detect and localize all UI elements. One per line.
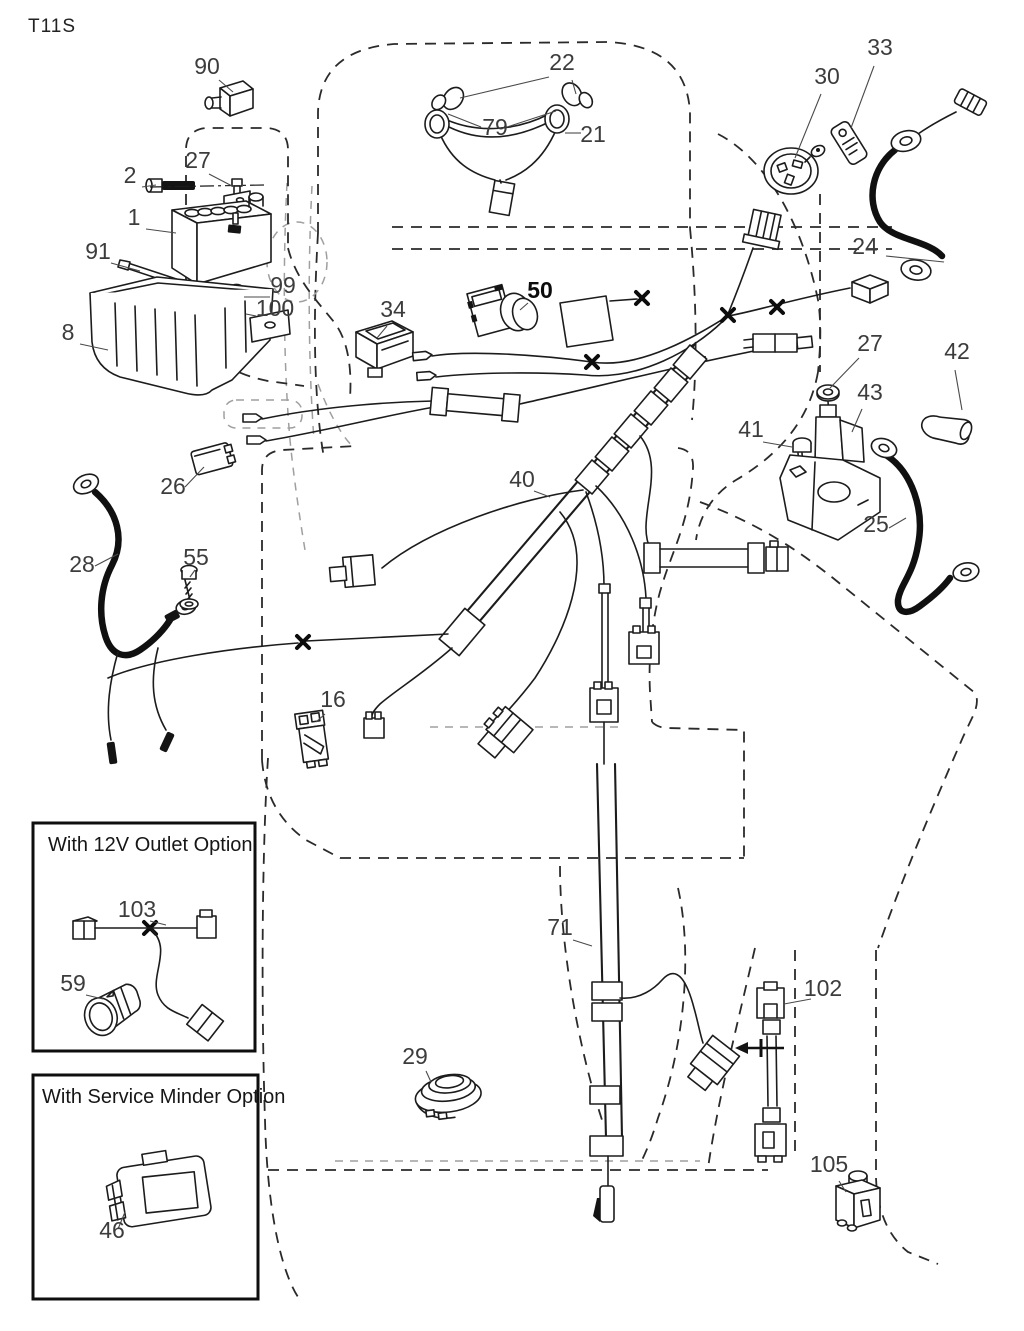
option-box-service-minder-title: With Service Minder Option — [42, 1086, 286, 1108]
callout-16: 16 — [320, 686, 346, 712]
harness-plug-left — [329, 555, 375, 589]
part-1-battery — [172, 193, 271, 284]
callout-103: 103 — [117, 896, 157, 922]
part-90-connector — [205, 81, 253, 116]
callout-43: 43 — [857, 379, 883, 405]
callout-99: 99 — [270, 272, 296, 298]
headlight-socket-left — [425, 110, 449, 138]
callout-21: 21 — [580, 121, 606, 147]
callout-33: 33 — [867, 34, 893, 60]
callout-29: 29 — [402, 1043, 428, 1069]
callout-50: 50 — [527, 277, 553, 303]
callout-27-top: 27 — [185, 147, 211, 173]
callout-40: 40 — [509, 466, 535, 492]
callout-105: 105 — [809, 1151, 849, 1177]
callout-22: 22 — [549, 49, 575, 75]
callout-1: 1 — [127, 204, 141, 230]
callout-25: 25 — [863, 511, 889, 537]
callout-2: 2 — [123, 162, 137, 188]
harness71-top-connector — [590, 682, 618, 722]
part-30-ignition-switch — [764, 143, 827, 194]
part-55-screw — [180, 566, 198, 610]
callout-46: 46 — [99, 1217, 125, 1243]
callout-55: 55 — [183, 544, 209, 570]
part-42-boot — [918, 406, 974, 449]
callout-24: 24 — [852, 233, 878, 259]
part-33-key — [829, 120, 868, 166]
callout-42: 42 — [944, 338, 970, 364]
harness-connector-right — [852, 275, 888, 303]
callout-41: 41 — [738, 416, 764, 442]
callout-30: 30 — [814, 63, 840, 89]
option-box-12v — [33, 823, 255, 1051]
harness-connector-small — [364, 712, 384, 738]
headlight-socket-right — [545, 105, 569, 133]
harness-stub-connector — [629, 598, 659, 664]
callout-59: 59 — [60, 970, 86, 996]
tractor-body-outline — [186, 42, 977, 1300]
harness71-branch-connector — [683, 1035, 739, 1094]
part-16-switch — [295, 710, 330, 768]
callout-91: 91 — [85, 238, 111, 264]
option-box-service-minder — [33, 1075, 285, 1299]
callout-102: 102 — [803, 975, 843, 1001]
part-26-fuse — [191, 441, 237, 475]
callout-34: 34 — [380, 296, 406, 322]
part-21-headlight-harness — [425, 76, 595, 215]
part-59-outlet — [79, 982, 147, 1040]
callout-26: 26 — [160, 473, 186, 499]
callout-28: 28 — [69, 551, 95, 577]
page-title: T11S — [28, 16, 77, 37]
callout-71: 71 — [547, 914, 573, 940]
part-105-relay — [836, 1171, 880, 1231]
callout-8: 8 — [61, 319, 75, 345]
callout-79: 79 — [482, 114, 508, 140]
cover-plate — [560, 296, 637, 347]
callout-27-right: 27 — [857, 330, 883, 356]
part-71-harness — [590, 584, 739, 1222]
part-29-cap — [413, 1071, 484, 1122]
inline-connector — [644, 541, 788, 573]
part-28-ground-cable — [70, 470, 197, 764]
fuse-holder-wire — [243, 334, 813, 444]
option-box-12v-title: With 12V Outlet Option — [48, 834, 253, 856]
part-102-extension-harness — [735, 982, 786, 1162]
harness-top-connector — [743, 209, 785, 250]
part-24-battery-cable — [873, 88, 988, 282]
part-27-nut — [817, 385, 839, 401]
harness-diagonal-connector — [472, 703, 533, 765]
callout-90: 90 — [194, 53, 220, 79]
callout-100: 100 — [255, 295, 295, 321]
